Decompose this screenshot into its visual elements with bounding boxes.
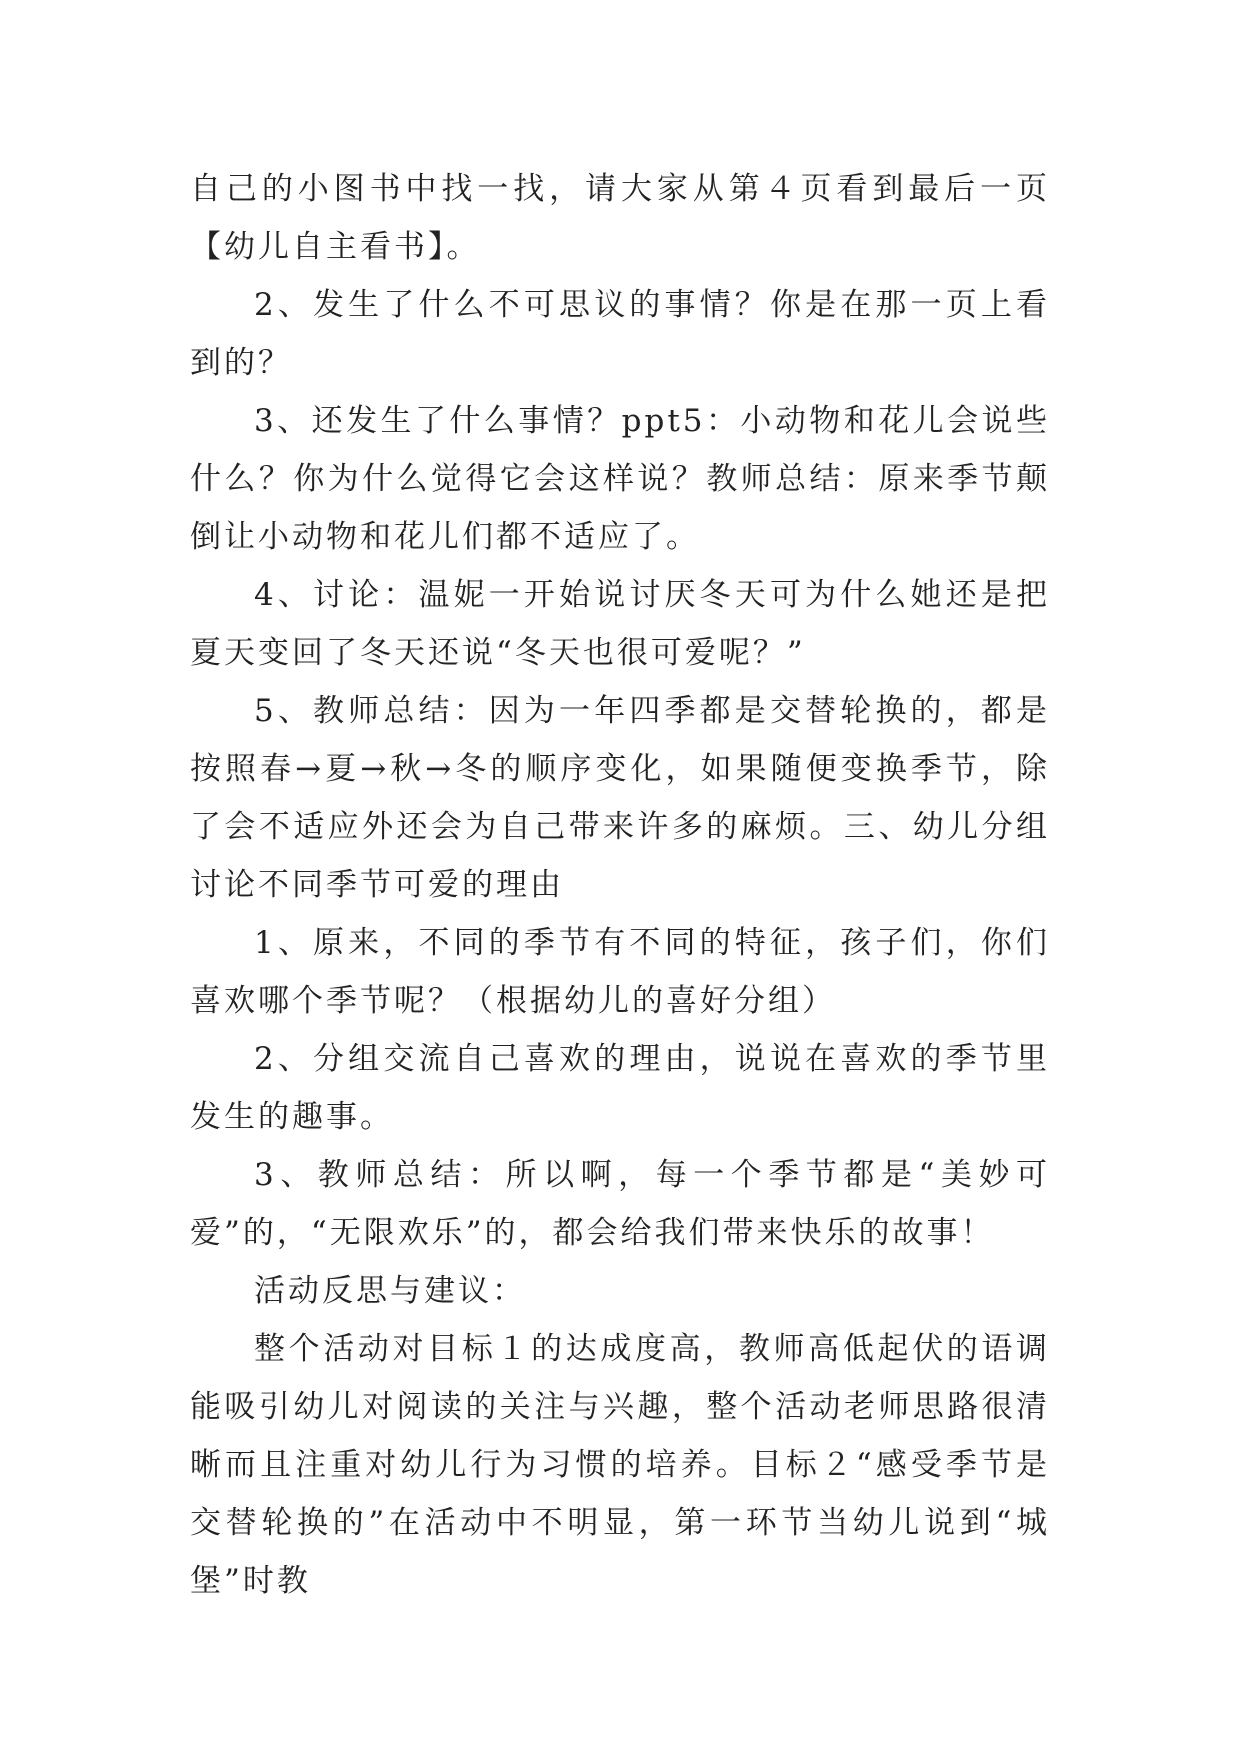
document-body [190,160,1050,1610]
reflection-heading: 活动反思与建议： [254,1273,526,1309]
paragraph-step-3: 3、还发生了什么事情？ppt5：小动物和花儿会说些什么？你为什么觉得它会这样说？教师总结：原来季节颠倒让小动物和花儿们都不适应了。 [190,403,1050,555]
paragraph-step-5: 5、教师总结：因为一年四季都是交替轮换的，都是按照春→夏→秋→冬的顺序变化，如果随便变换季节，除了会不适应外还会为自己带来许多的麻烦。三、幼儿分组讨论不同季节可爱的理由 [190,693,1050,903]
paragraph-step-4: 4、讨论：温妮一开始说讨厌冬天可为什么她还是把夏天变回了冬天还说“冬天也很可爱呢？” [190,577,1050,671]
paragraph-step-2: 2、发生了什么不可思议的事情？你是在那一页上看到的？ [190,287,1050,381]
paragraph-group-step-2: 2、分组交流自己喜欢的理由，说说在喜欢的季节里发生的趣事。 [190,1041,1050,1135]
paragraph-group-step-1: 1、原来，不同的季节有不同的特征，孩子们，你们喜欢哪个季节呢？（根据幼儿的喜好分组） [190,925,1050,1019]
paragraph-group-step-3: 3、教师总结：所以啊，每一个季节都是“美妙可爱”的，“无限欢乐”的，都会给我们带来快乐的故事！ [190,1157,1050,1251]
reflection-paragraph: 整个活动对目标１的达成度高，教师高低起伏的语调能吸引幼儿对阅读的关注与兴趣，整个活动老师思路很清晰而且注重对幼儿行为习惯的培养。目标２“感受季节是交替轮换的”在活动中不明显，第一环节当幼儿说到“城堡”时教 [190,1331,1050,1599]
paragraph-continuation: 自己的小图书中找一找，请大家从第４页看到最后一页【幼儿自主看书】。 [190,171,1050,265]
